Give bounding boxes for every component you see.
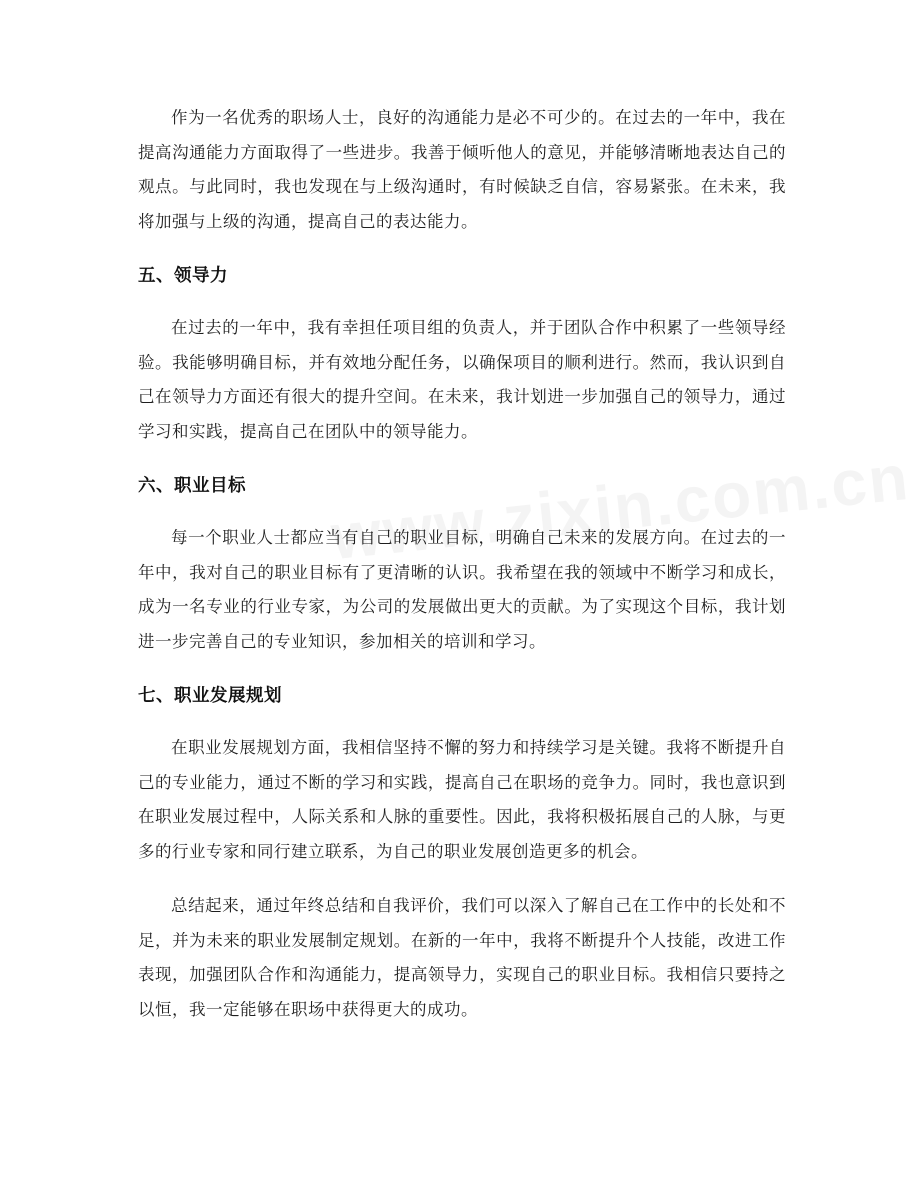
- paragraph-career-goals: 每一个职业人士都应当有自己的职业目标，明确自己未来的发展方向。在过去的一年中，我对自己的职业目标有了更清晰的认识。我希望在我的领域中不断学习和成长，成为一名专业的行业专家，为公司的发展做出更大的贡献。为了实现这个目标，我计划进一步完善自己的专业知识，参加相关的培训和学习。: [138, 528, 786, 651]
- paragraph-communication: 作为一名优秀的职场人士，良好的沟通能力是必不可少的。在过去的一年中，我在提高沟通能力方面取得了一些进步。我善于倾听他人的意见，并能够清晰地表达自己的观点。与此同时，我也发现在与上级沟通时，有时候缺乏自信，容易紧张。在未来，我将加强与上级的沟通，提高自己的表达能力。: [138, 108, 786, 231]
- paragraph-leadership: 在过去的一年中，我有幸担任项目组的负责人，并于团队合作中积累了一些领导经验。我能够明确目标，并有效地分配任务，以确保项目的顺利进行。然而，我认识到自己在领导力方面还有很大的提升空间。在未来，我计划进一步加强自己的领导力，通过学习和实践，提高自己在团队中的领导能力。: [138, 318, 786, 441]
- document-body: [138, 101, 786, 1027]
- paragraph-career-planning: 在职业发展规划方面，我相信坚持不懈的努力和持续学习是关键。我将不断提升自己的专业能力，通过不断的学习和实践，提高自己在职场的竞争力。同时，我也意识到在职业发展过程中，人际关系和人脉的重要性。因此，我将积极拓展自己的人脉，与更多的行业专家和同行建立联系，为自己的职业发展创造更多的机会。: [138, 738, 786, 861]
- section-heading-career-planning: 七、职业发展规划: [138, 686, 282, 706]
- paragraph-summary: 总结起来，通过年终总结和自我评价，我们可以深入了解自己在工作中的长处和不足，并为未来的职业发展制定规划。在新的一年中，我将不断提升个人技能，改进工作表现，加强团队合作和沟通能力，提高领导力，实现自己的职业目标。我相信只要持之以恒，我一定能够在职场中获得更大的成功。: [138, 896, 786, 1019]
- section-heading-career-goals: 六、职业目标: [138, 476, 246, 496]
- section-heading-leadership: 五、领导力: [138, 266, 228, 286]
